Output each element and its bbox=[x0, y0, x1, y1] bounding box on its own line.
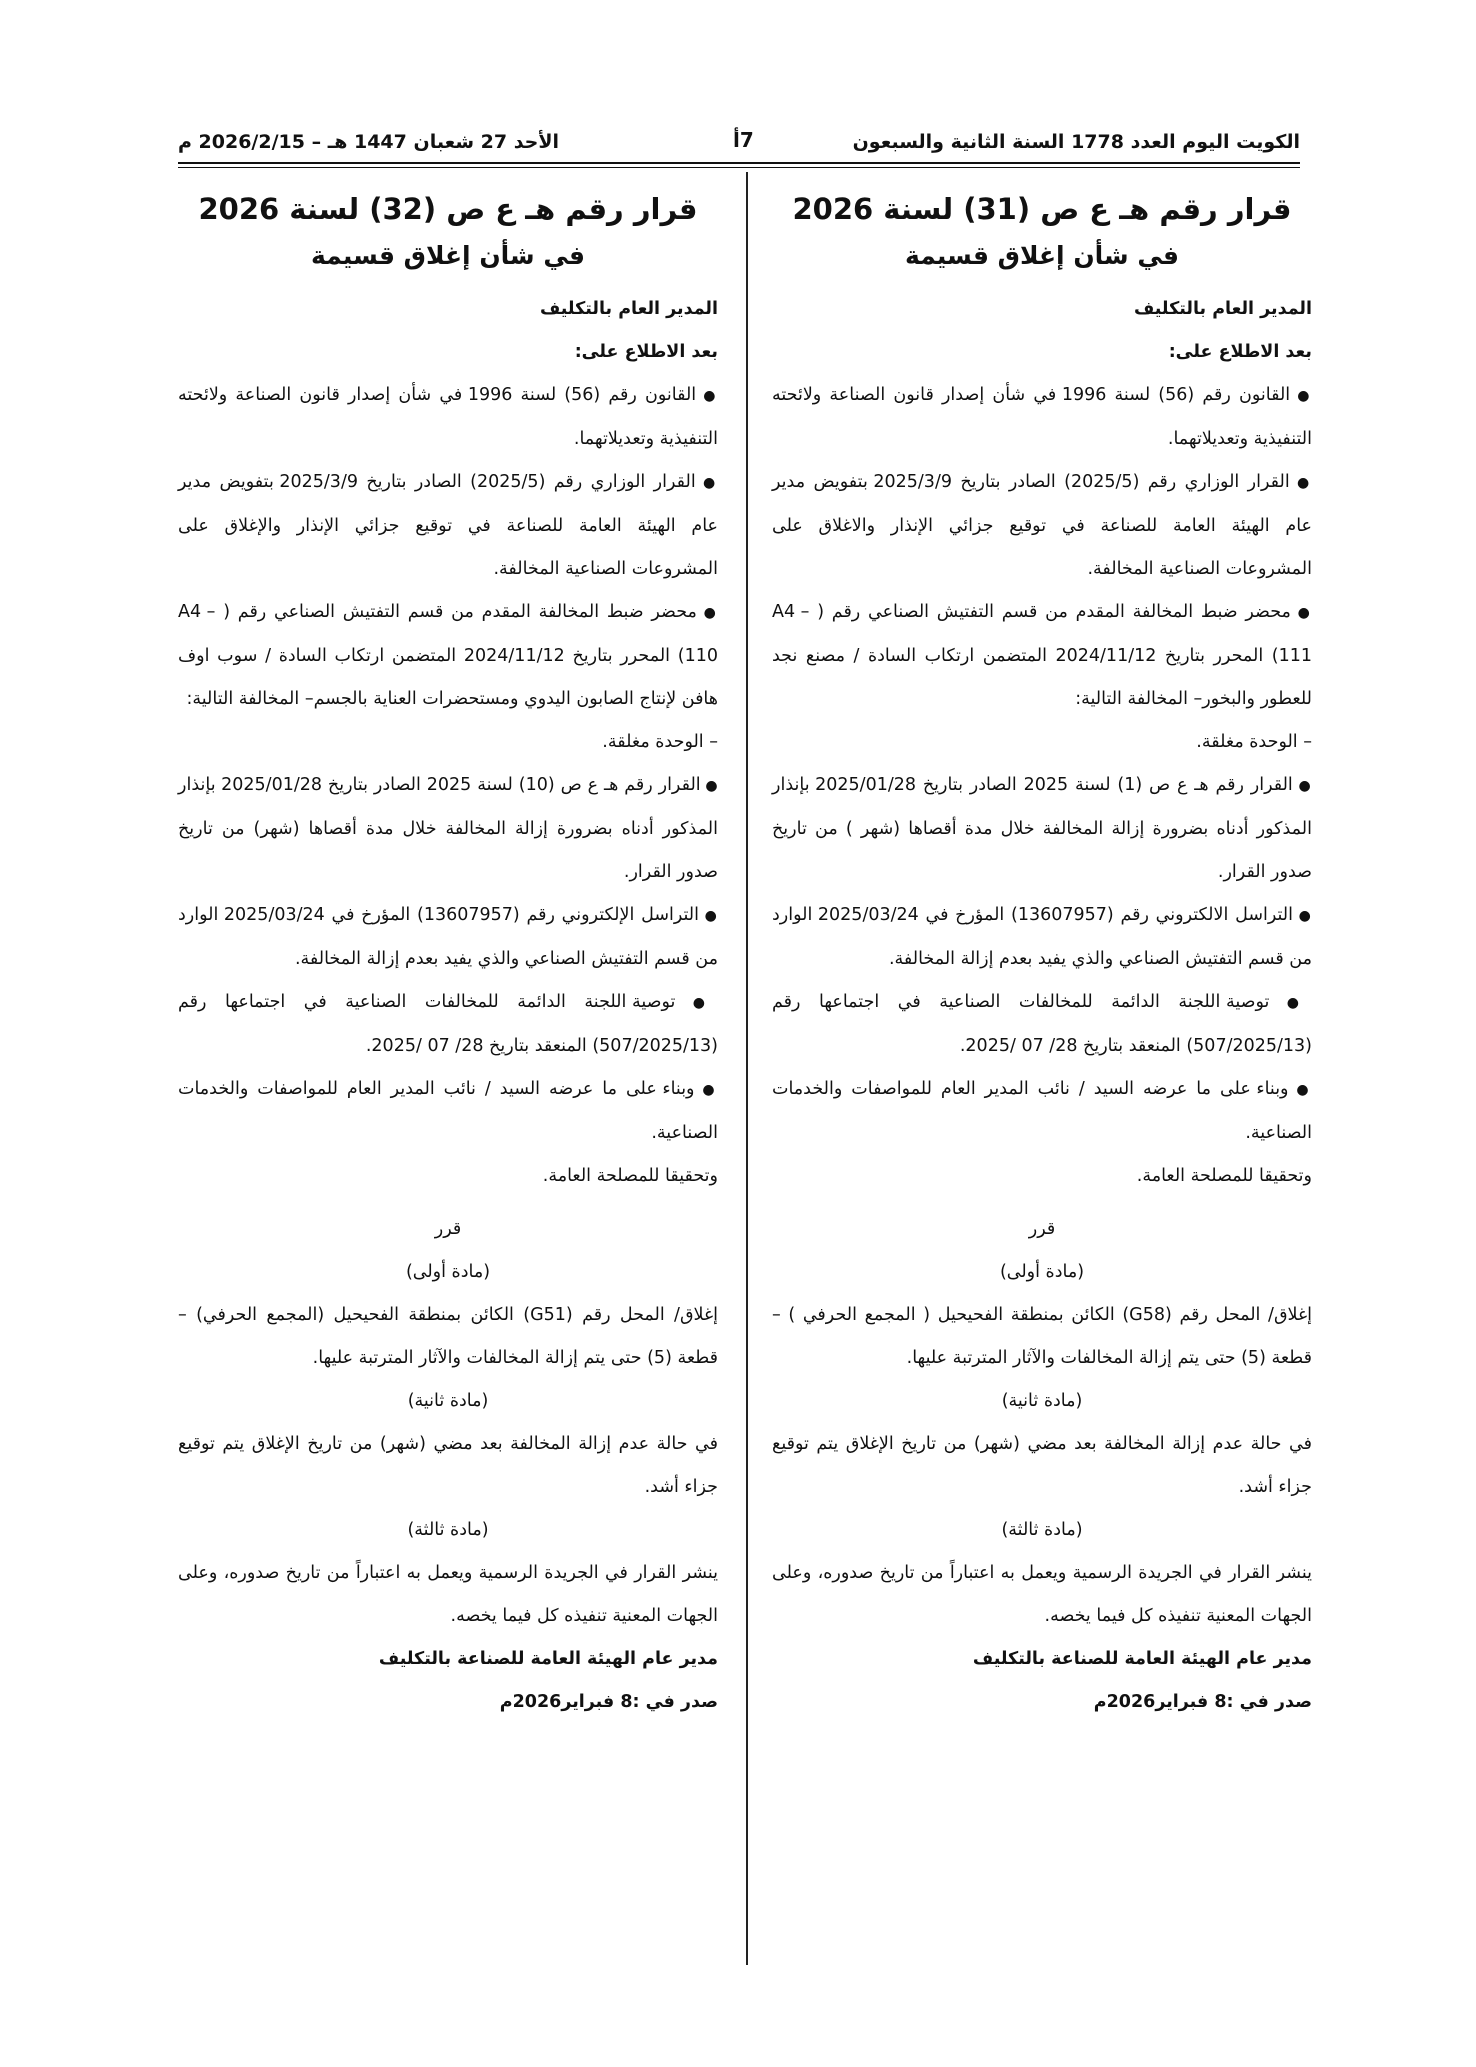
decision-32-column bbox=[178, 180, 718, 1724]
article-1-heading: (مادة أولى) bbox=[405, 1262, 491, 1282]
director-line: المدير العام بالتكليف bbox=[539, 299, 718, 319]
decided-heading: قرر bbox=[434, 1219, 462, 1239]
article-1-text: إغلاق/ المحل رقم (G51) الكائن بمنطقة الفحيحيل (المجمع الحرفي) – قطعة (5) حتى يتم إزالة المخالفات والآثار المترتبة عليها. bbox=[178, 1305, 718, 1368]
public-interest-line: وتحقيقا للمصلحة العامة. bbox=[542, 1166, 718, 1186]
article-3-heading: (مادة ثالثة) bbox=[1001, 1520, 1083, 1540]
header-rule bbox=[178, 162, 1300, 164]
law-item: ● القانون رقم (56) لسنة 1996 في شأن إصدار قانون الصناعة ولائحته التنفيذية وتعديلاتهما. bbox=[178, 374, 718, 461]
article-3-heading: (مادة ثالثة) bbox=[407, 1520, 489, 1540]
article-2-text: في حالة عدم إزالة المخالفة بعد مضي (شهر) من تاريخ الإغلاق يتم توقيع جزاء أشد. bbox=[178, 1434, 718, 1497]
decision-item: ● القرار رقم هـ ع ص (10) لسنة 2025 الصادر بتاريخ 2025/01/28 بإنذار المذكور أدناه بضرورة إزالة المخالفة خلال مدة أقصاها (شهر) من تاريخ صدور القرار. bbox=[178, 764, 718, 894]
director-line: المدير العام بالتكليف bbox=[1133, 299, 1312, 319]
page-number: 7أ bbox=[733, 128, 754, 152]
header-date: الأحد 27 شعبان 1447 هـ – 2026/2/15 م bbox=[178, 131, 560, 153]
article-1-heading: (مادة أولى) bbox=[999, 1262, 1085, 1282]
article-2-heading: (مادة ثانية) bbox=[1001, 1391, 1083, 1411]
correspondence-item: ● التراسل الإلكتروني رقم (13607957) المؤرخ في 2025/03/24 الوارد من قسم التفتيش الصناعي والذي يفيد بعدم إزالة المخالفة. bbox=[178, 894, 718, 981]
report-item: ● محضر ضبط المخالفة المقدم من قسم التفتيش الصناعي رقم ( A4 –111) المحرر بتاريخ 2024/11/12 المتضمن ارتكاب السادة / مصنع نجد للعطور والبخور– المخالفة التالية: bbox=[772, 591, 1312, 721]
decision-title: قرار رقم هـ ع ص (32) لسنة 2026 bbox=[198, 192, 698, 226]
recommendation-item: ● توصية اللجنة الدائمة للمخالفات الصناعية في اجتماعها رقم (507/2025/13) المنعقد بتاريخ 28/ 07 /2025. bbox=[772, 981, 1312, 1068]
decision-31-column bbox=[772, 180, 1312, 1724]
signatory: مدير عام الهيئة العامة للصناعة بالتكليف bbox=[378, 1649, 718, 1669]
after-review-line: بعد الاطلاع على: bbox=[1168, 342, 1312, 362]
column-divider bbox=[746, 172, 748, 1965]
violation-line: – الوحدة مغلقة. bbox=[602, 732, 718, 752]
violation-line: – الوحدة مغلقة. bbox=[1196, 732, 1312, 752]
header-issue-info: الكويت اليوم العدد 1778 السنة الثانية والسبعون bbox=[852, 131, 1300, 153]
issue-date: صدر في :8 فبراير2026م bbox=[1093, 1692, 1312, 1712]
article-3-text: ينشر القرار في الجريدة الرسمية ويعمل به اعتباراً من تاريخ صدوره، وعلى الجهات المعنية تنفيذه كل فيما يخصه. bbox=[772, 1563, 1312, 1626]
correspondence-item: ● التراسل الالكتروني رقم (13607957) المؤرخ في 2025/03/24 الوارد من قسم التفتيش الصناعي والذي يفيد بعدم إزالة المخالفة. bbox=[772, 894, 1312, 981]
public-interest-line: وتحقيقا للمصلحة العامة. bbox=[1136, 1166, 1312, 1186]
report-item: ● محضر ضبط المخالفة المقدم من قسم التفتيش الصناعي رقم ( A4 –110) المحرر بتاريخ 2024/11/12 المتضمن ارتكاب السادة / سوب اوف هافن لإنتاج الصابون اليدوي ومستحضرات العناية بالجسم– المخالفة التالية: bbox=[178, 591, 718, 721]
ministerial-item: ● القرار الوزاري رقم (2025/5) الصادر بتاريخ 2025/3/9 بتفويض مدير عام الهيئة العامة للصناعة في توقيع جزائي الإنذار والإغلاق على المشروعات الصناعية المخالفة. bbox=[178, 461, 718, 591]
header-rule-thin bbox=[178, 167, 1300, 168]
page-header bbox=[178, 120, 1300, 164]
issue-date: صدر في :8 فبراير2026م bbox=[499, 1692, 718, 1712]
presentation-item: ● وبناء على ما عرضه السيد / نائب المدير العام للمواصفات والخدمات الصناعية. bbox=[772, 1068, 1312, 1155]
article-2-text: في حالة عدم إزالة المخالفة بعد مضي (شهر) من تاريخ الإغلاق يتم توقيع جزاء أشد. bbox=[772, 1434, 1312, 1497]
decision-subtitle: في شأن إغلاق قسيمة bbox=[311, 241, 585, 270]
decided-heading: قرر bbox=[1028, 1219, 1056, 1239]
article-2-heading: (مادة ثانية) bbox=[407, 1391, 489, 1411]
decision-item: ● القرار رقم هـ ع ص (1) لسنة 2025 الصادر بتاريخ 2025/01/28 بإنذار المذكور أدناه بضرورة إزالة المخالفة خلال مدة أقصاها (شهر ) من تاريخ صدور القرار. bbox=[772, 764, 1312, 894]
decision-subtitle: في شأن إغلاق قسيمة bbox=[905, 241, 1179, 270]
presentation-item: ● وبناء على ما عرضه السيد / نائب المدير العام للمواصفات والخدمات الصناعية. bbox=[178, 1068, 718, 1155]
law-item: ● القانون رقم (56) لسنة 1996 في شأن إصدار قانون الصناعة ولائحته التنفيذية وتعديلاتهما. bbox=[772, 374, 1312, 461]
article-1-text: إغلاق/ المحل رقم (G58) الكائن بمنطقة الفحيحيل ( المجمع الحرفي ) – قطعة (5) حتى يتم إزالة المخالفات والآثار المترتبة عليها. bbox=[772, 1305, 1312, 1368]
signatory: مدير عام الهيئة العامة للصناعة بالتكليف bbox=[972, 1649, 1312, 1669]
ministerial-item: ● القرار الوزاري رقم (2025/5) الصادر بتاريخ 2025/3/9 بتفويض مدير عام الهيئة العامة للصناعة في توقيع جزائي الإنذار والاغلاق على المشروعات الصناعية المخالفة. bbox=[772, 461, 1312, 591]
decision-title: قرار رقم هـ ع ص (31) لسنة 2026 bbox=[792, 192, 1292, 226]
recommendation-item: ● توصية اللجنة الدائمة للمخالفات الصناعية في اجتماعها رقم (507/2025/13) المنعقد بتاريخ 28/ 07 /2025. bbox=[178, 981, 718, 1068]
article-3-text: ينشر القرار في الجريدة الرسمية ويعمل به اعتباراً من تاريخ صدوره، وعلى الجهات المعنية تنفيذه كل فيما يخصه. bbox=[178, 1563, 718, 1626]
after-review-line: بعد الاطلاع على: bbox=[574, 342, 718, 362]
